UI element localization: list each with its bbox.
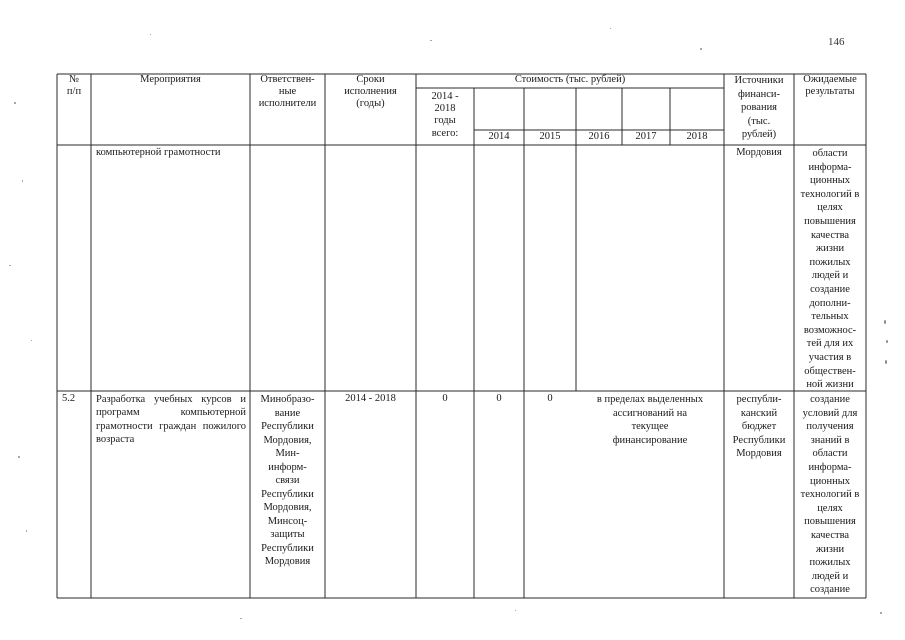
header-results: Ожидаемые результаты [803,74,857,98]
row2-activity: Разработка учебных курсов и программ компьютерной грамотности граждан пожилого возраста [96,394,246,446]
row2-merged-2016-2018: в пределах выделенных ассигнований на текущее финансирование [596,394,704,446]
page-number: 146 [828,36,845,48]
row2-result: создание условий для получения знаний в области информа- ционных технологий в целях повышения качества жизни пожилых людей и создание [800,394,860,596]
header-num: № п/п [66,74,82,98]
row2-responsible: Минобразо- вание Республики Мордовия, Мин- информ- связи Республики Мордовия, Минсоц- защиты Республики Мордовия [260,394,315,567]
header-sources: Источники финанси- рования (тыс. рублей) [734,75,784,141]
header-year-2016: 2016 [588,131,610,142]
row2-2014: 0 [496,393,502,404]
row2-2015: 0 [547,393,553,404]
header-year-2018: 2018 [686,131,708,142]
row2-total: 0 [442,393,448,404]
row1-source: Мордовия [736,147,782,158]
header-cost: Стоимость (тыс. рублей) [514,74,626,85]
row1-activity: компьютерной грамотности [96,147,221,158]
header-terms: Сроки исполнения (годы) [344,74,397,110]
row2-terms: 2014 - 2018 [345,393,396,404]
row1-result: области информа- ционных технологий в целях повышения качества жизни пожилых людей и создание дополни- тельных возможнос- тей для их участия в обществен- ной жизни [800,148,860,391]
header-total-period: 2014 - 2018 годы всего: [431,91,459,139]
header-responsible: Ответствен- ные исполнители [258,74,317,110]
row2-num: 5.2 [62,393,76,404]
header-year-2017: 2017 [635,131,657,142]
header-year-2015: 2015 [539,131,561,142]
row2-source: республи- канский бюджет Республики Мордовия [732,394,786,459]
header-year-2014: 2014 [488,131,510,142]
header-activities: Мероприятия [140,74,201,85]
